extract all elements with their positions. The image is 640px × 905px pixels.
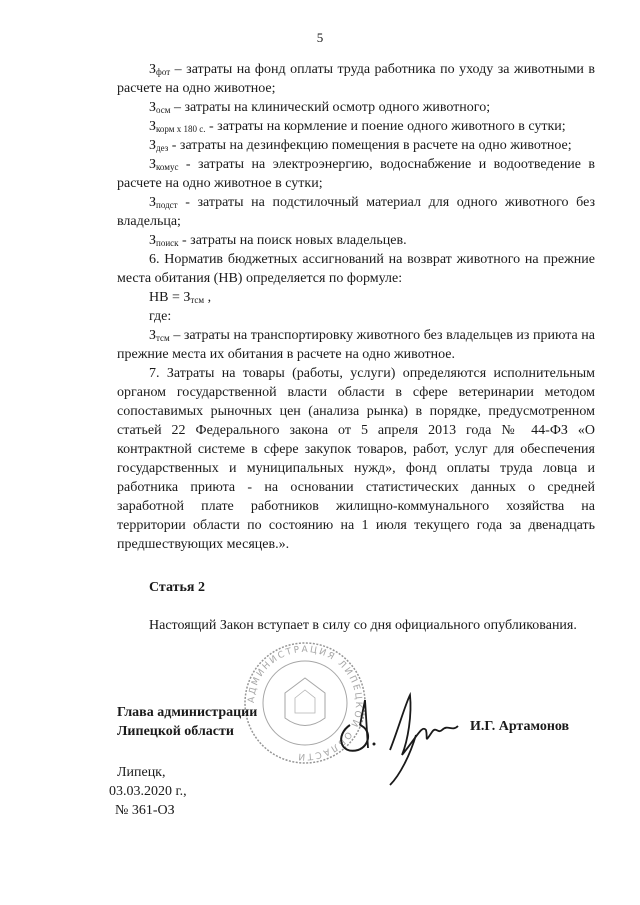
definition-zdez: $З_{дез}$ - затраты на дезинфекцию помещения в расчете на одно животное; (149, 138, 572, 153)
page-number: 5 (316, 30, 324, 45)
date: 03.03.2020 г., (109, 784, 187, 799)
article-2-title: Статья 2 (149, 580, 205, 595)
definition-ztsm: $З_{тсм}$ – затраты на транспортировку животного без владельцев из приюта на прежние места их обитания в расчете на одно животное. (117, 328, 595, 362)
formula-nv: НВ = $З_{тсм}$ , (149, 290, 212, 305)
where-label: где: (149, 309, 172, 324)
paragraph-item-7: 7. Затраты на товары (работы, услуги) определяются исполнительным органом государственной власти области в сфере ветеринарии методом сопоставимых рыночных цен (анализа рынка) в порядке, предусмотренном статьей 22 Федерального закона от 5 апреля 2013 года № 44-ФЗ «О контрактной системе в сфере закупок товаров, работ, услуг для обеспечения государственных и муниципальных нужд», фонд оплаты труда ловца и работника приюта - на основании статистических данных о средней заработной плате работников жилищно-коммунального хозяйства на территории области по состоянию на 1 июля текущего года за двенадцать предшествующих месяцев.». (117, 366, 595, 552)
document-body (117, 60, 595, 635)
definition-zfot: $З_{фот}$ – затраты на фонд оплаты труда работника по уходу за животными в расчете на одно животное; (117, 62, 595, 96)
handwritten-signature-icon (330, 680, 470, 795)
signatory-name: И.Г. Артамонов (470, 719, 570, 734)
city: Липецк, (117, 765, 166, 780)
paragraph-item-6: 6. Норматив бюджетных ассигнований на возврат животного на прежние места обитания (НВ) определяется по формуле: (117, 252, 595, 286)
definition-zkorm: $З_{корм х 180 с.}$ - затраты на кормление и поение одного животного в сутки; (149, 119, 566, 134)
definition-zkomus: $З_{комус}$ - затраты на электроэнергию, водоснабжение и водоотведение в расчете на одно животное в сутки; (117, 157, 595, 191)
svg-text:АДМИНИСТРАЦИЯ ЛИПЕЦКОЙ ОБЛАСТИ: АДМИНИСТРАЦИЯ ЛИПЕЦКОЙ ОБЛАСТИ (246, 644, 364, 762)
definition-zosm: $З_{осм}$ – затраты на клинический осмотр одного животного; (149, 100, 491, 115)
definition-zpoisk: $З_{поиск}$ - затраты на поиск новых владельцев. (149, 233, 407, 248)
article-2-text: Настоящий Закон вступает в силу со дня официального опубликования. (149, 618, 577, 633)
signatory-title: Глава администрации Липецкой области (117, 705, 258, 739)
law-number: № 361-ОЗ (115, 803, 175, 818)
place-and-date (109, 763, 187, 820)
definition-zpodst: $З_{подст}$ - затраты на подстилочный материал для одного животного без владельца; (117, 195, 595, 229)
